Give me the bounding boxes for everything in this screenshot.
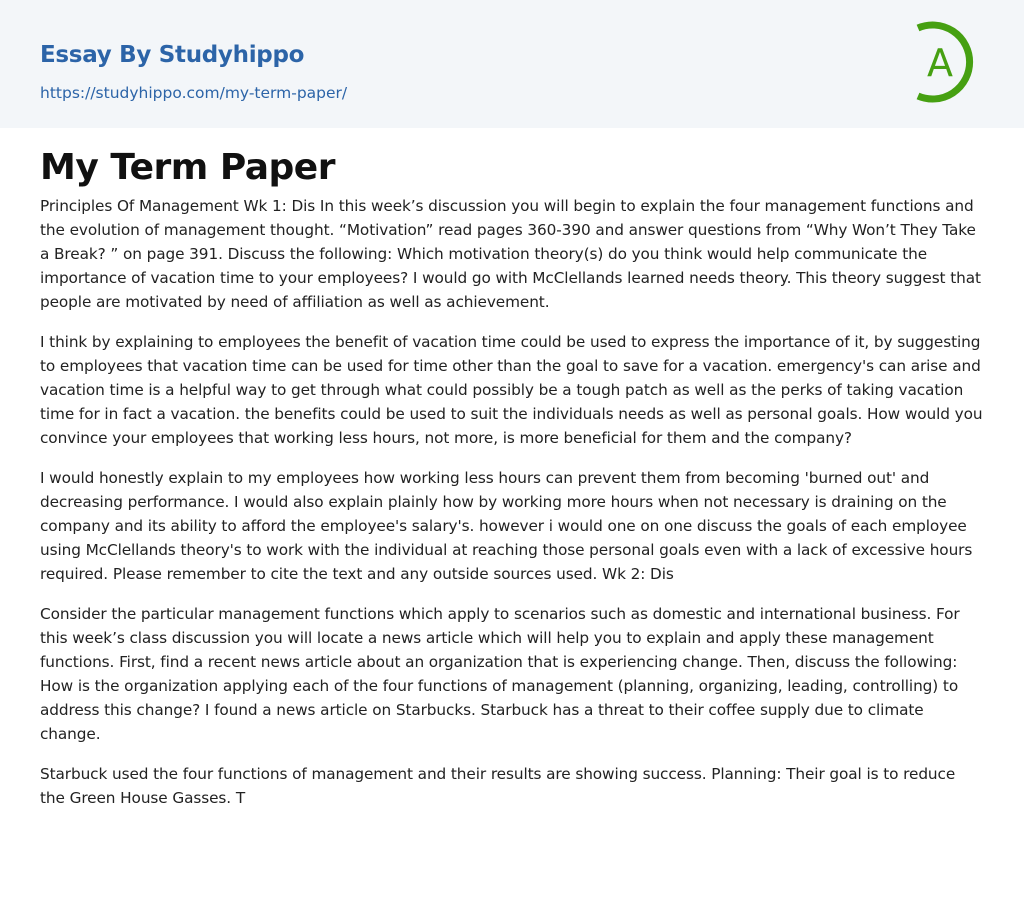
logo-letter: A [927, 41, 953, 85]
page-url-link[interactable]: https://studyhippo.com/my-term-paper/ [40, 84, 348, 102]
paragraph: Starbuck used the four functions of management and their results are showing success. Planning: Their goal is to reduce the Green House Gasses. T [40, 765, 956, 807]
site-title: Essay By Studyhippo [40, 42, 305, 68]
paragraph: Consider the particular management functions which apply to scenarios such as domestic and international business. For this week’s class discussion you will locate a news article which will help you to explain and apply these management functions. First, find a recent news article about an organization that is experiencing change. Then, discuss the following: How is the organization applying each of the four functions of management (planning, organizing, leading, controlling) to address this change? I found a news article on Starbucks. Starbuck has a threat to their coffee supply due to climate change. [40, 605, 960, 743]
paragraph: Principles Of Management Wk 1: Dis In this week’s discussion you will begin to explain the four management functions and the evolution of management thought. “Motivation” read pages 360-390 and answer questions from “Why Won’t They Take a Break? ” on page 391. Discuss the following: Which motivation theory(s) do you think would help communicate the importance of vacation time to your employees? I would go with McClellands learned needs theory. This theory suggest that people are motivated by need of affiliation as well as achievement. [40, 197, 981, 311]
paragraph: I think by explaining to employees the benefit of vacation time could be used to express the importance of it, by suggesting to employees that vacation time can be used for time other than the goal to save for a vacation. emergency's can arise and vacation time is a helpful way to get through what could possibly be a tough patch as well as the perks of taking vacation time for in fact a vacation. the benefits could be used to suit the individuals needs as well as personal goals. How would you convince your employees that working less hours, not more, is more beneficial for them and the company? [40, 333, 983, 447]
page-title: My Term Paper [40, 147, 335, 188]
paragraph: I would honestly explain to my employees how working less hours can prevent them from becoming 'burned out' and decreasing performance. I would also explain plainly how by working more hours when not necessary is draining on the company and its ability to afford the employee's salary's. however i would one on one discuss the goals of each employee using McClellands theory's to work with the individual at reaching those personal goals even with a lack of excessive hours required. Please remember to cite the text and any outside sources used. Wk 2: Dis [40, 469, 973, 583]
